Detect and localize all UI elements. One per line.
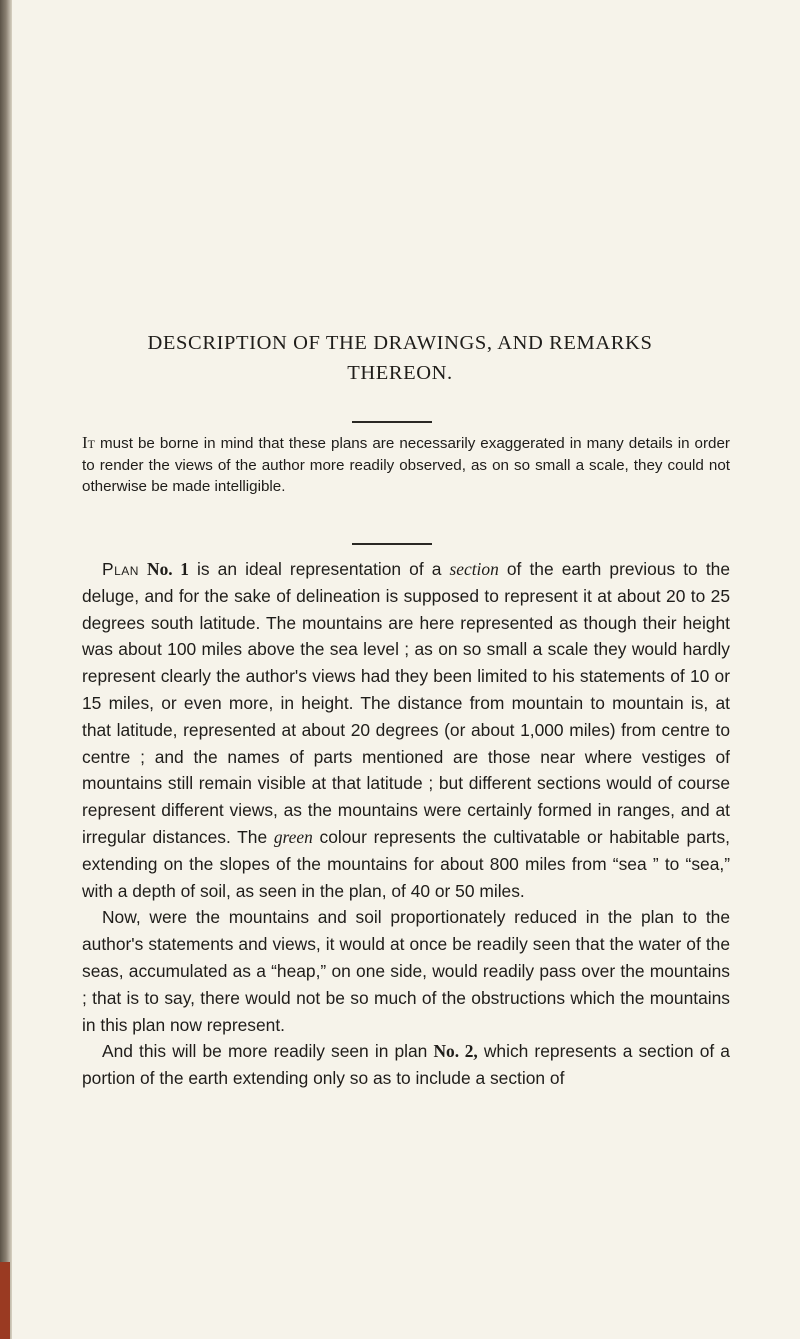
paragraph-text: which represents a section of a portion of the earth extending only so as to include a section of xyxy=(82,1041,730,1089)
paragraph-2: Now, were the mountains and soil proportionately reduced in the plan to the author's statements and views, it would at once be readily seen that the water of the seas, accumulated as a “heap,” on one side, would readily pass over the mountains ; that is to say, there would not be so much of the obstructions which the mountains in this plan now represent. xyxy=(82,907,730,1035)
divider-rule xyxy=(352,421,432,423)
book-spine-shadow xyxy=(0,0,12,1339)
plan-number: No. 2, xyxy=(433,1041,478,1062)
italic-term: green xyxy=(273,826,313,847)
paragraph-3 xyxy=(82,1038,730,1092)
plan-number: No. 1 xyxy=(147,559,189,579)
page-title-continued: THEREON. xyxy=(347,362,453,384)
note-lead-word: It xyxy=(82,433,95,452)
paragraph-text: And this will be more readily seen in plan xyxy=(102,1041,434,1062)
note-text: must be borne in mind that these plans are necessarily exaggerated in many details in order to render the views of the author more readily observed, as on so small a scale, they could not otherwise be made intelligible. xyxy=(82,435,730,495)
plan-lead-word: Plan xyxy=(102,559,139,579)
body-text xyxy=(82,556,730,1092)
page-title: DESCRIPTION OF THE DRAWINGS, AND REMARKS xyxy=(147,332,653,354)
divider-rule-2 xyxy=(352,543,432,545)
paragraph-plan-1 xyxy=(82,556,730,904)
paragraph-text: is an ideal representation of a xyxy=(188,559,450,579)
paragraph-text: of the earth previous to the deluge, and for the sake of delineation is supposed to represent it at about 20 to 25 degrees south latitude. The mountains are here represented as though their height was about 100 miles above the sea level ; as on so small a scale they would hardly represent clearly the author's views had they been limited to his statements of 10 or 15 miles, or even more, in height. The distance from mountain to mountain is, at that latitude, represented at about 20 degrees (or about 1,000 miles) from centre to centre ; and the names of parts mentioned are those near where vestiges of mountains still remain visible at that latitude ; but different sections would of course represent different views, as the mountains were certainly formed in ranges, and at irregular distances. The xyxy=(82,559,730,847)
italic-term: section xyxy=(449,559,499,579)
preface-note xyxy=(82,432,730,498)
paragraph-text: colour represents the cultivatable or habitable parts, extending on the slopes of the mountains for about 800 miles from “sea ” to “sea,” with a depth of soil, as seen in the plan, of 40 or 50 miles. xyxy=(82,826,730,901)
binding-mark xyxy=(0,1262,10,1339)
